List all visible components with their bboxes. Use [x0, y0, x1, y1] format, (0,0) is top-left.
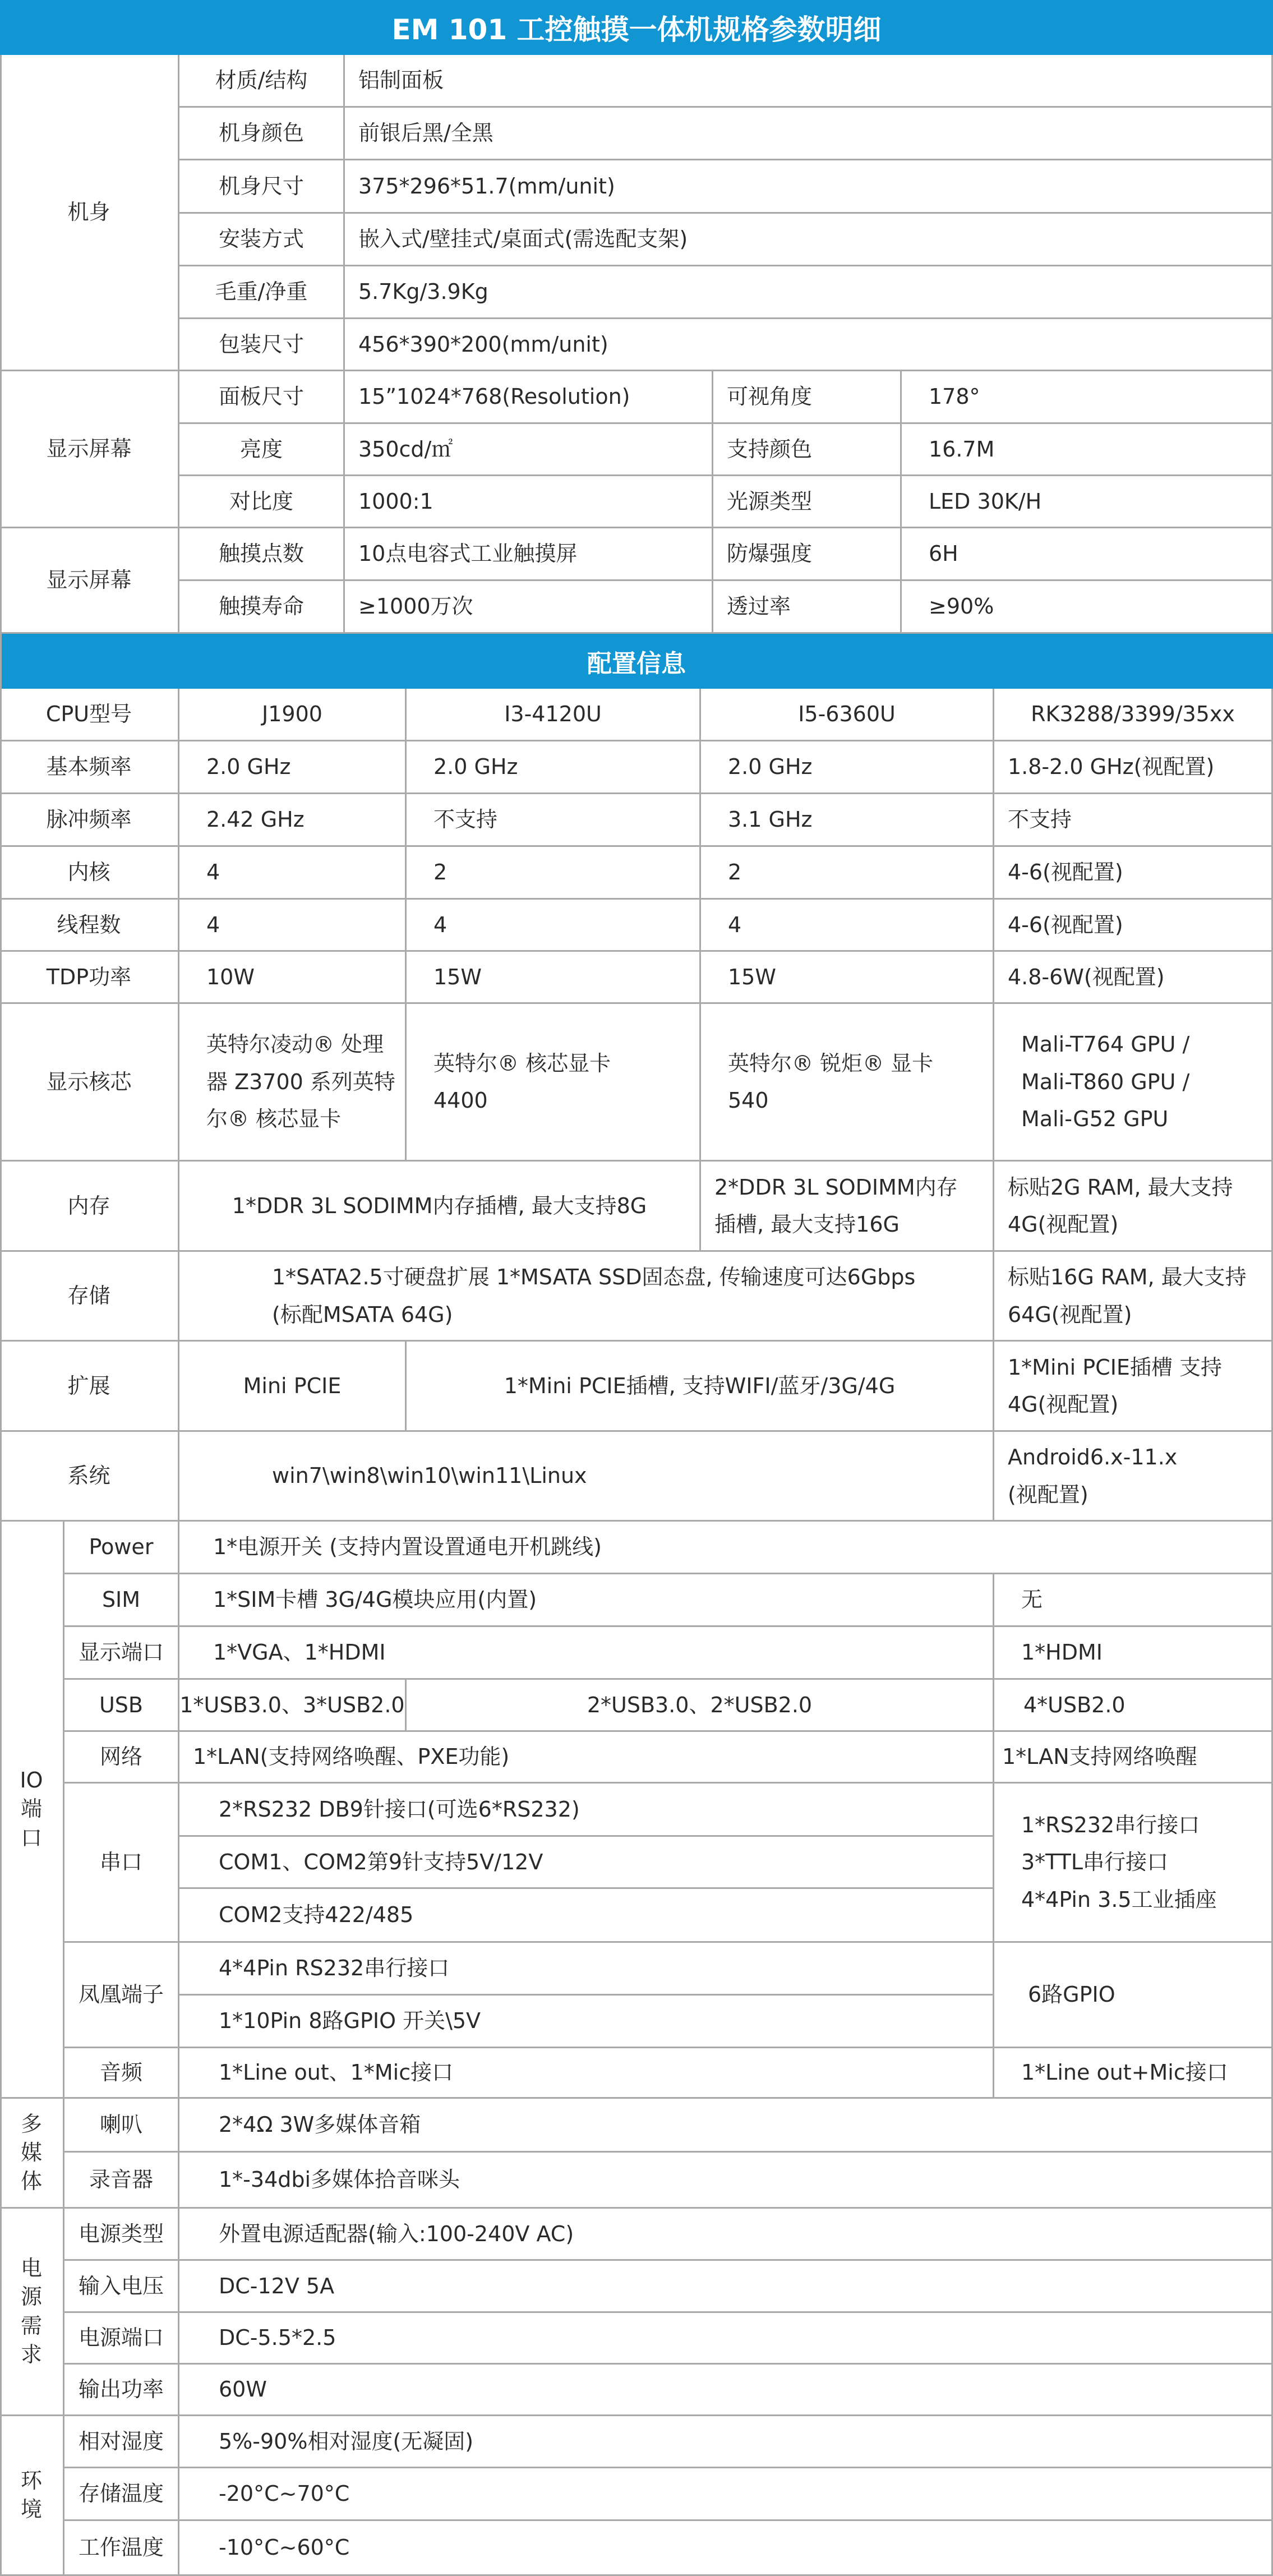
spec-value: 2*USB3.0、2*USB2.0 — [407, 1680, 994, 1732]
spec-value: ≥90% — [902, 581, 1273, 634]
spec-value: 1*Mini PCIE插槽, 支持WIFI/蓝牙/3G/4G — [407, 1342, 994, 1432]
spec-value: 15W — [701, 952, 994, 1004]
category-touch: 显示屏幕 — [0, 528, 179, 634]
spec-label: 可视角度 — [713, 371, 902, 424]
spec-value: ≥1000万次 — [345, 581, 713, 634]
spec-value: Mini PCIE — [179, 1342, 407, 1432]
spec-value: 2 — [701, 847, 994, 900]
spec-value: 标贴16G RAM, 最大支持 64G(视配置) — [994, 1252, 1273, 1342]
category-multimedia-char: 体 — [20, 2169, 42, 2194]
spec-value: win7\win8\win10\win11\Linux — [179, 1432, 994, 1522]
spec-value: 60W — [179, 2365, 1273, 2416]
spec-value: DC-12V 5A — [179, 2261, 1273, 2313]
spec-value: 1*RS232串行接口 3*TTL串行接口 4*4Pin 3.5工业插座 — [994, 1784, 1273, 1943]
category-multimedia-char: 多 — [20, 2111, 42, 2136]
spec-value: 6路GPIO — [994, 1943, 1273, 2048]
spec-label: 音频 — [64, 2048, 179, 2099]
spec-label: USB — [64, 1680, 179, 1732]
spec-value: 3.1 GHz — [701, 794, 994, 847]
spec-label: 脉冲频率 — [0, 794, 179, 847]
spec-value: 铝制面板 — [345, 55, 1273, 108]
spec-value: 16.7M — [902, 424, 1273, 476]
table-left-border — [0, 55, 2, 2576]
spec-label: 输出功率 — [64, 2365, 179, 2416]
spec-label: 包装尺寸 — [179, 319, 345, 371]
spec-value: 1*Line out+Mic接口 — [994, 2048, 1273, 2099]
spec-value: 4-6(视配置) — [994, 847, 1273, 900]
category-io-char: 端 — [20, 1796, 42, 1822]
cpu-model: I5-6360U — [701, 689, 994, 741]
category-multimedia — [0, 2099, 64, 2209]
spec-value: 1*LAN支持网络唤醒 — [994, 1732, 1273, 1784]
category-environment — [0, 2416, 64, 2576]
spec-value: 1*VGA、1*HDMI — [179, 1627, 994, 1680]
spec-value: 350cd/㎡ — [345, 424, 713, 476]
spec-label: 线程数 — [0, 900, 179, 952]
spec-value: 4-6(视配置) — [994, 900, 1273, 952]
spec-value: 10点电容式工业触摸屏 — [345, 528, 713, 581]
spec-value: -20°C~70°C — [179, 2468, 1273, 2521]
cpu-model: I3-4120U — [407, 689, 701, 741]
spec-value: COM2支持422/485 — [179, 1889, 994, 1943]
spec-value: 2*4Ω 3W多媒体音箱 — [179, 2099, 1273, 2153]
spec-value: 4.8-6W(视配置) — [994, 952, 1273, 1004]
spec-label: 凤凰端子 — [64, 1943, 179, 2048]
category-environment-char: 境 — [20, 2497, 42, 2522]
spec-label: 网络 — [64, 1732, 179, 1784]
spec-label: 显示端口 — [64, 1627, 179, 1680]
spec-value: 1*USB3.0、3*USB2.0 — [179, 1680, 407, 1732]
spec-label: 显示核芯 — [0, 1004, 179, 1162]
spec-value: 1000:1 — [345, 476, 713, 528]
spec-value: 5%-90%相对湿度(无凝固) — [179, 2416, 1273, 2468]
spec-value: 1*电源开关 (支持内置设置通电开机跳线) — [179, 1522, 1273, 1574]
spec-value: 178° — [902, 371, 1273, 424]
spec-value: 2.0 GHz — [701, 741, 994, 794]
section-config-title: 配置信息 — [0, 634, 1273, 689]
category-power-char: 求 — [20, 2342, 42, 2367]
spec-label: 透过率 — [713, 581, 902, 634]
category-body: 机身 — [0, 55, 179, 371]
spec-value: DC-5.5*2.5 — [179, 2313, 1273, 2365]
spec-value: 6H — [902, 528, 1273, 581]
spec-value: 4*4Pin RS232串行接口 — [179, 1943, 994, 1996]
spec-label: CPU型号 — [0, 689, 179, 741]
spec-label: 机身颜色 — [179, 108, 345, 160]
spec-value: 15”1024*768(Resolution) — [345, 371, 713, 424]
spec-value: 1*SATA2.5寸硬盘扩展 1*MSATA SSD固态盘, 传输速度可达6Gbps (标配MSATA 64G) — [179, 1252, 994, 1342]
spec-label: 内核 — [0, 847, 179, 900]
cpu-model: RK3288/3399/35xx — [994, 689, 1273, 741]
spec-value: 1*-34dbi多媒体拾音咪头 — [179, 2153, 1273, 2209]
spec-value: 1*Mini PCIE插槽 支持 4G(视配置) — [994, 1342, 1273, 1432]
spec-value: 1*10Pin 8路GPIO 开关\5V — [179, 1996, 994, 2048]
spec-value: 2.42 GHz — [179, 794, 407, 847]
spec-value: 4*USB2.0 — [994, 1680, 1273, 1732]
category-multimedia-char: 媒 — [20, 2140, 42, 2165]
spec-label: 毛重/净重 — [179, 266, 345, 319]
spec-label: 存储温度 — [64, 2468, 179, 2521]
category-io — [0, 1522, 64, 2099]
category-power — [0, 2209, 64, 2416]
spec-value: 标贴2G RAM, 最大支持 4G(视配置) — [994, 1162, 1273, 1252]
spec-value: 2.0 GHz — [407, 741, 701, 794]
spec-value: 1*SIM卡槽 3G/4G模块应用(内置) — [179, 1574, 994, 1627]
spec-label: 内存 — [0, 1162, 179, 1252]
spec-value: 前银后黑/全黑 — [345, 108, 1273, 160]
page-title: EM 101 工控触摸一体机规格参数明细 — [0, 0, 1273, 55]
spec-value: 2 — [407, 847, 701, 900]
spec-label: SIM — [64, 1574, 179, 1627]
spec-label: 电源类型 — [64, 2209, 179, 2261]
spec-value: 15W — [407, 952, 701, 1004]
category-io-char: IO — [20, 1768, 43, 1793]
spec-label: 安装方式 — [179, 214, 345, 266]
spec-label: 防爆强度 — [713, 528, 902, 581]
spec-label: 面板尺寸 — [179, 371, 345, 424]
cpu-model: J1900 — [179, 689, 407, 741]
spec-label: 串口 — [64, 1784, 179, 1943]
spec-value: 4 — [701, 900, 994, 952]
spec-value: COM1、COM2第9针支持5V/12V — [179, 1837, 994, 1889]
gpu-value: 英特尔凌动® 处理 器 Z3700 系列英特 尔® 核芯显卡 — [179, 1004, 407, 1162]
spec-value: 1*LAN(支持网络唤醒、PXE功能) — [179, 1732, 994, 1784]
gpu-value: 英特尔® 核芯显卡 4400 — [407, 1004, 701, 1162]
spec-value: Android6.x-11.x (视配置) — [994, 1432, 1273, 1522]
category-io-char: 口 — [20, 1825, 42, 1850]
spec-label: 系统 — [0, 1432, 179, 1522]
spec-label: 电源端口 — [64, 2313, 179, 2365]
spec-value: -10°C~60°C — [179, 2521, 1273, 2576]
gpu-value: 英特尔® 锐炬® 显卡 540 — [701, 1004, 994, 1162]
spec-value: 不支持 — [994, 794, 1273, 847]
spec-label: 输入电压 — [64, 2261, 179, 2313]
spec-label: 光源类型 — [713, 476, 902, 528]
spec-value: 4 — [179, 847, 407, 900]
category-power-char: 电 — [20, 2255, 42, 2280]
spec-value: 嵌入式/壁挂式/桌面式(需选配支架) — [345, 214, 1273, 266]
spec-value: 456*390*200(mm/unit) — [345, 319, 1273, 371]
spec-label: Power — [64, 1522, 179, 1574]
category-power-char: 源 — [20, 2284, 42, 2310]
spec-label: 喇叭 — [64, 2099, 179, 2153]
category-power-char: 需 — [20, 2313, 42, 2338]
spec-value: 5.7Kg/3.9Kg — [345, 266, 1273, 319]
spec-label: 材质/结构 — [179, 55, 345, 108]
spec-label: 触摸点数 — [179, 528, 345, 581]
spec-label: 工作温度 — [64, 2521, 179, 2576]
spec-label: 对比度 — [179, 476, 345, 528]
spec-value: 2*RS232 DB9针接口(可选6*RS232) — [179, 1784, 994, 1837]
spec-label: 基本频率 — [0, 741, 179, 794]
spec-value: 无 — [994, 1574, 1273, 1627]
spec-value: 1*DDR 3L SODIMM内存插槽, 最大支持8G — [179, 1162, 701, 1252]
spec-label: 支持颜色 — [713, 424, 902, 476]
spec-value: 10W — [179, 952, 407, 1004]
spec-value: 4 — [179, 900, 407, 952]
gpu-value: Mali-T764 GPU / Mali-T860 GPU / Mali-G52 GPU — [994, 1004, 1273, 1162]
spec-value: 2.0 GHz — [179, 741, 407, 794]
spec-label: 录音器 — [64, 2153, 179, 2209]
spec-label: 机身尺寸 — [179, 160, 345, 214]
spec-value: 1*HDMI — [994, 1627, 1273, 1680]
spec-value: LED 30K/H — [902, 476, 1273, 528]
spec-label: 扩展 — [0, 1342, 179, 1432]
spec-label: TDP功率 — [0, 952, 179, 1004]
spec-value: 不支持 — [407, 794, 701, 847]
spec-value: 4 — [407, 900, 701, 952]
spec-value: 2*DDR 3L SODIMM内存 插槽, 最大支持16G — [701, 1162, 994, 1252]
spec-label: 亮度 — [179, 424, 345, 476]
category-environment-char: 环 — [20, 2468, 42, 2493]
spec-label: 存储 — [0, 1252, 179, 1342]
spec-value: 1*Line out、1*Mic接口 — [179, 2048, 994, 2099]
spec-value: 1.8-2.0 GHz(视配置) — [994, 741, 1273, 794]
spec-label: 相对湿度 — [64, 2416, 179, 2468]
category-display: 显示屏幕 — [0, 371, 179, 528]
spec-value: 外置电源适配器(输入:100-240V AC) — [179, 2209, 1273, 2261]
spec-value: 375*296*51.7(mm/unit) — [345, 160, 1273, 214]
spec-label: 触摸寿命 — [179, 581, 345, 634]
